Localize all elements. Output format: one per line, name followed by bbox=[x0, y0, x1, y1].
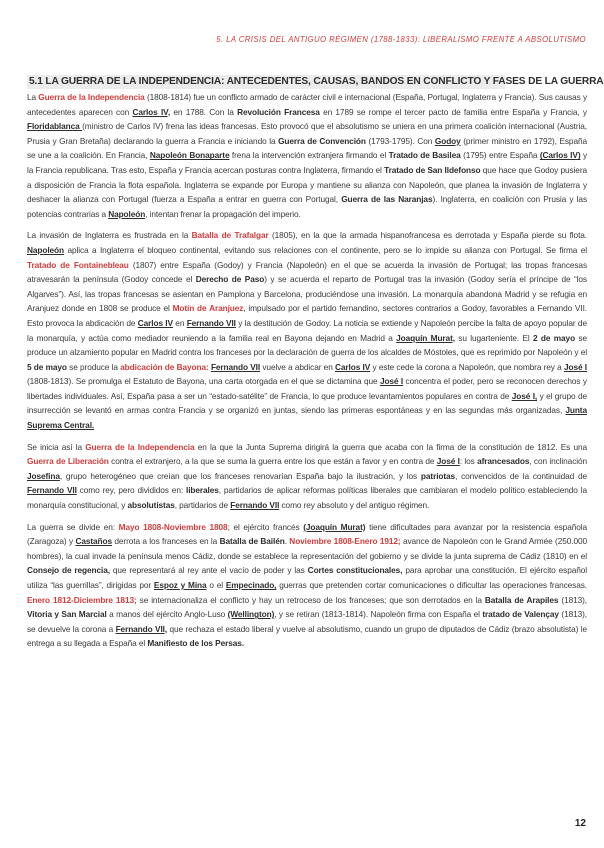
highlighted-term: Batalla de Arapiles bbox=[484, 594, 559, 605]
highlighted-term: abdicación de Bayona: bbox=[120, 361, 209, 372]
text-run: . bbox=[284, 536, 290, 547]
text-run: , intentan frenar la propagación del imperio. bbox=[145, 208, 301, 219]
highlighted-term: Josefina bbox=[27, 470, 60, 481]
highlighted-term: Fernando VII bbox=[210, 361, 261, 372]
text-run: (1808-1814) fue un conflicto armado de carácter civil e internacional (España, Portugal, Inglaterra y Francia). Sus causas y antecedentes aparecen con bbox=[27, 92, 587, 117]
highlighted-term: (Joaquín Murat) bbox=[303, 521, 366, 532]
text-run: y la Francia republicana. Tras esto, España y Francia acercan posturas contra Inglaterra, firmando el bbox=[27, 150, 587, 175]
highlighted-term: Fernando VII, bbox=[115, 623, 168, 634]
highlighted-term: Guerra de las Naranjas bbox=[341, 194, 433, 205]
highlighted-term: afrancesados bbox=[477, 456, 530, 467]
text-run: , impulsado por el partido fernandino, sectores contrarios a Godoy, favorables a Fernando VII. Esto provoca la abdicación de bbox=[27, 303, 587, 328]
text-run: , grupo heterogéneo que creían que los franceses renovarían España bajo la ilustración, y los bbox=[59, 470, 421, 481]
highlighted-term: Consejo de regencia, bbox=[27, 565, 110, 576]
highlighted-term: Carlos IV bbox=[137, 317, 173, 328]
text-run: La guerra se divide en: bbox=[27, 521, 119, 532]
highlighted-term: Tratado de Fontainebleau bbox=[27, 259, 129, 270]
text-run: (1793-1795). Con bbox=[365, 135, 435, 146]
paragraph-antecedentes bbox=[27, 90, 587, 221]
highlighted-term: José I bbox=[436, 456, 460, 467]
section-title: 5.1 LA GUERRA DE LA INDEPENDENCIA: ANTECEDENTES, CAUSAS, BANDOS EN CONFLICTO Y FASES DE LA GUERRA bbox=[29, 76, 604, 87]
highlighted-term: 5 de mayo bbox=[27, 361, 67, 372]
text-run: en bbox=[172, 317, 187, 328]
highlighted-term: Noviembre 1808-Enero 1912; bbox=[289, 536, 401, 547]
highlighted-term: Motín de Aranjuez bbox=[172, 303, 244, 314]
highlighted-term: Empecinado, bbox=[225, 580, 277, 590]
highlighted-term: absolutistas bbox=[127, 500, 175, 511]
text-run: o el bbox=[206, 580, 226, 590]
highlighted-term: Junta Suprema Central. bbox=[27, 405, 587, 431]
text-run: y este cede la corona a Napoleón, que nombra rey a bbox=[370, 361, 564, 372]
highlighted-term: Fernando VII bbox=[27, 485, 77, 496]
highlighted-term: Napoleón Bonaparte bbox=[149, 150, 230, 161]
text-run: aplica a Inglaterra el bloqueo continental, evitando sus relaciones con el continente, pero se lo impide su alianza con Portugal. Se firma el bbox=[64, 244, 587, 255]
text-run: (1808-1813). Se promulga el Estatuto de Bayona, una carta otorgada en el que se dictamina que bbox=[27, 376, 380, 387]
text-run: (1813), se devuelve la corona a bbox=[27, 609, 587, 634]
text-run: que representará al rey ante el vacío de poder y las bbox=[109, 565, 308, 576]
highlighted-term: Enero 1812-Diciembre 1813; bbox=[27, 594, 137, 605]
highlighted-term: José I bbox=[563, 361, 587, 372]
highlighted-term: Espoz y Mina bbox=[153, 580, 207, 590]
highlighted-term: Joaquín Murat, bbox=[396, 332, 455, 343]
text-run: , con inclinación bbox=[529, 456, 588, 467]
running-header: 5. LA CRISIS DEL ANTIGUO RÉGIMEN (1788-1833): LIBERALISMO FRENTE A ABSOLUTISMO bbox=[216, 35, 586, 44]
text-run: ) y se acuerda el reparto de Portugal tras la invasión (Godoy sería el príncipe de “los Algarves”). Así, las tropas francesas se asientan en Pamplona y Barcelona, produciéndose una invasión. La monarquía abandona Madrid y se refugia en Aranjuez donde en 1808 se produce el bbox=[27, 274, 587, 314]
highlighted-term: Carlos IV, bbox=[132, 106, 171, 117]
highlighted-term: Fernando VII bbox=[230, 500, 280, 511]
highlighted-term: patriotas bbox=[420, 470, 456, 481]
highlighted-term: Napoleón bbox=[108, 208, 146, 219]
text-run: (1813), bbox=[558, 594, 587, 605]
page-number: 12 bbox=[574, 818, 586, 829]
text-run: tiene dificultades para avanzar por la resistencia española (Zaragoza) y bbox=[27, 521, 587, 547]
highlighted-term: Fernando VII bbox=[186, 317, 236, 328]
text-run: Se inicia así la bbox=[27, 441, 86, 452]
highlighted-term: liberales bbox=[185, 485, 219, 496]
text-run: que rechaza el estado liberal y vuelve al absolutismo, cuando un grupo de diputados de Cádiz (brazo absolutista) le entrega a su llegada a España el bbox=[27, 623, 587, 649]
text-run: en 1789 se rompe el tercer pacto de familia entre España y Francia, y bbox=[319, 106, 587, 117]
highlighted-term: José I bbox=[379, 376, 404, 387]
highlighted-term: José I, bbox=[511, 390, 538, 401]
highlighted-term: tratado de Valençay bbox=[482, 609, 559, 620]
paragraph-fases bbox=[27, 520, 587, 651]
highlighted-term: Godoy bbox=[434, 135, 461, 146]
text-run: , convencidos de la continuidad de bbox=[455, 470, 587, 481]
text-run: (primer ministro en 1792), España se une a la coalición. En Francia, bbox=[27, 135, 587, 161]
text-run: La bbox=[27, 92, 39, 102]
text-run: que hace que Godoy pusiera a disposición de Francia la flota española. Inglaterra se expande por Europa y mantiene su alianza con Napoleón, que planea la invasión de Inglaterra y deshacer la alianza con Portugal (fuerza a España a entrar en guerra con Portugal, bbox=[27, 164, 587, 205]
text-run: (1805), en la que la armada hispanofrancesa es derrotada y España pierde su flota. bbox=[268, 230, 587, 241]
text-run: avance de Napoleón con le Grand Armée (250.000 hombres), la cual invade la península menos Cádiz, donde se establece la representación del gobierno y se divide la junta suprema de Cádiz (1810) en el bbox=[27, 536, 587, 561]
highlighted-term: Castaños bbox=[75, 536, 112, 547]
text-run: (1795) entre España bbox=[460, 150, 540, 161]
text-run: su lugarteniente. El bbox=[454, 332, 534, 343]
paragraph-invasion bbox=[27, 228, 587, 432]
highlighted-term: Revolución Francesa bbox=[237, 106, 320, 117]
text-run: derrota a los franceses en la bbox=[112, 536, 220, 547]
body-text bbox=[27, 90, 587, 658]
highlighted-term: Mayo 1808-Noviembre 1808 bbox=[118, 521, 228, 532]
text-run: frena la intervención extranjera firmando el bbox=[229, 150, 389, 161]
text-run: concentra el poder, pero se reconocen derechos y libertades individuales. Así, España pasa a ser un “estado-satélite” de Francia, lo que produce levantamientos populares en contra de bbox=[27, 376, 587, 401]
text-run: se internacionaliza el conflicto y hay un retroceso de los franceses; que son derrotados en la bbox=[136, 594, 485, 605]
highlighted-term: Tratado de San Ildefonso bbox=[384, 164, 481, 175]
text-run: contra el extranjero, a la que se suma la guerra entre los que están a favor y en contra de bbox=[108, 456, 437, 467]
highlighted-term: 2 de mayo bbox=[533, 332, 576, 343]
highlighted-term: Guerra de Liberación bbox=[27, 456, 109, 467]
highlighted-term: Carlos IV bbox=[335, 361, 371, 372]
text-run: , y se retiran (1813-1814). Napoleón firma con España el bbox=[274, 609, 483, 620]
text-run: para aprobar una constitución. El ejército español utiliza “las guerrillas”, dirigidas por bbox=[27, 565, 587, 590]
paragraph-bandos bbox=[27, 440, 587, 513]
text-run: ). Inglaterra, en coalición con Prusia y las potencias contrarias a bbox=[27, 194, 587, 219]
highlighted-term: Batalla de Trafalgar bbox=[191, 230, 269, 241]
text-run: se produce un alzamiento popular en Madrid contra los franceses por la declaración de guerra de los alcaldes de Móstoles, que es reprimido por Napoleón y el bbox=[27, 332, 587, 358]
text-run: como rey absoluto y del antiguo régimen. bbox=[279, 500, 430, 511]
text-run: vuelve a abdicar en bbox=[260, 361, 336, 372]
text-run: se produce la bbox=[66, 361, 121, 372]
highlighted-term: Manifiesto de los Persas. bbox=[147, 638, 244, 649]
highlighted-term: (Carlos IV) bbox=[539, 150, 581, 161]
text-run: a manos del ejército Anglo-Luso bbox=[106, 609, 228, 620]
text-run: como rey, pero divididos en: bbox=[76, 485, 186, 496]
text-run: (ministro de Carlos IV) frena las ideas francesas. Esto provocó que el absolutismo se uniera en una primera coalición internacional (Austria, Prusia y Gran Bretaña) declarando la guerra a Francia e iniciando la bbox=[27, 121, 587, 146]
highlighted-term: Batalla de Bailén bbox=[219, 536, 285, 547]
highlighted-term: Napoleón bbox=[27, 244, 64, 255]
highlighted-term: Guerra de la Independencia bbox=[85, 441, 195, 452]
text-run: , partidarios de aplicar reformas políticas liberales que cambiaran el modelo político estableciendo la monarquía constitucional, y bbox=[27, 485, 587, 511]
highlighted-term: Guerra de Convención bbox=[278, 135, 366, 146]
text-run: La invasión de Inglaterra es frustrada en la bbox=[27, 230, 192, 241]
text-run: y el grupo de insurrección se levantó en armas contra Francia y se organizó en juntas, siendo las primeras espontáneas y en las segundas más organizadas, bbox=[27, 390, 587, 416]
highlighted-term: Vitoria y San Marcial bbox=[27, 609, 107, 620]
text-run: y la destitución de Godoy. La noticia se extiende y Napoleón percibe la falta de apoyo popular de la monarquía, y actúa como mediador reuniendo a la familia real en Bayona dejando en Madrid a bbox=[27, 317, 587, 343]
text-run: ; el ejército francés bbox=[227, 521, 304, 532]
text-run: en la que la Junta Suprema dirigirá la guerra que acaba con la firma de la constitución de 1812. Es una bbox=[194, 441, 588, 452]
highlighted-term: (Wellington) bbox=[227, 609, 275, 620]
highlighted-term: Tratado de Basilea bbox=[388, 150, 461, 161]
text-run: (1807) entre España (Godoy) y Francia (Napoleón) en el que se acuerda la invasión de Portugal; las tropas francesas atravesarán la península (Godoy concede el bbox=[27, 259, 587, 285]
highlighted-term: Floridablanca bbox=[27, 121, 83, 132]
text-run: , partidarios de bbox=[174, 500, 231, 511]
highlighted-term: Cortes constitucionales, bbox=[307, 565, 403, 576]
highlighted-term: Derecho de Paso bbox=[195, 274, 265, 285]
text-run: : los bbox=[459, 456, 478, 467]
highlighted-term: Guerra de la Independencia bbox=[38, 92, 145, 102]
text-run: guerras que pretenden cortar comunicaciones o dificultar las operaciones francesas. bbox=[276, 580, 588, 590]
text-run: en 1788. Con la bbox=[170, 106, 238, 117]
